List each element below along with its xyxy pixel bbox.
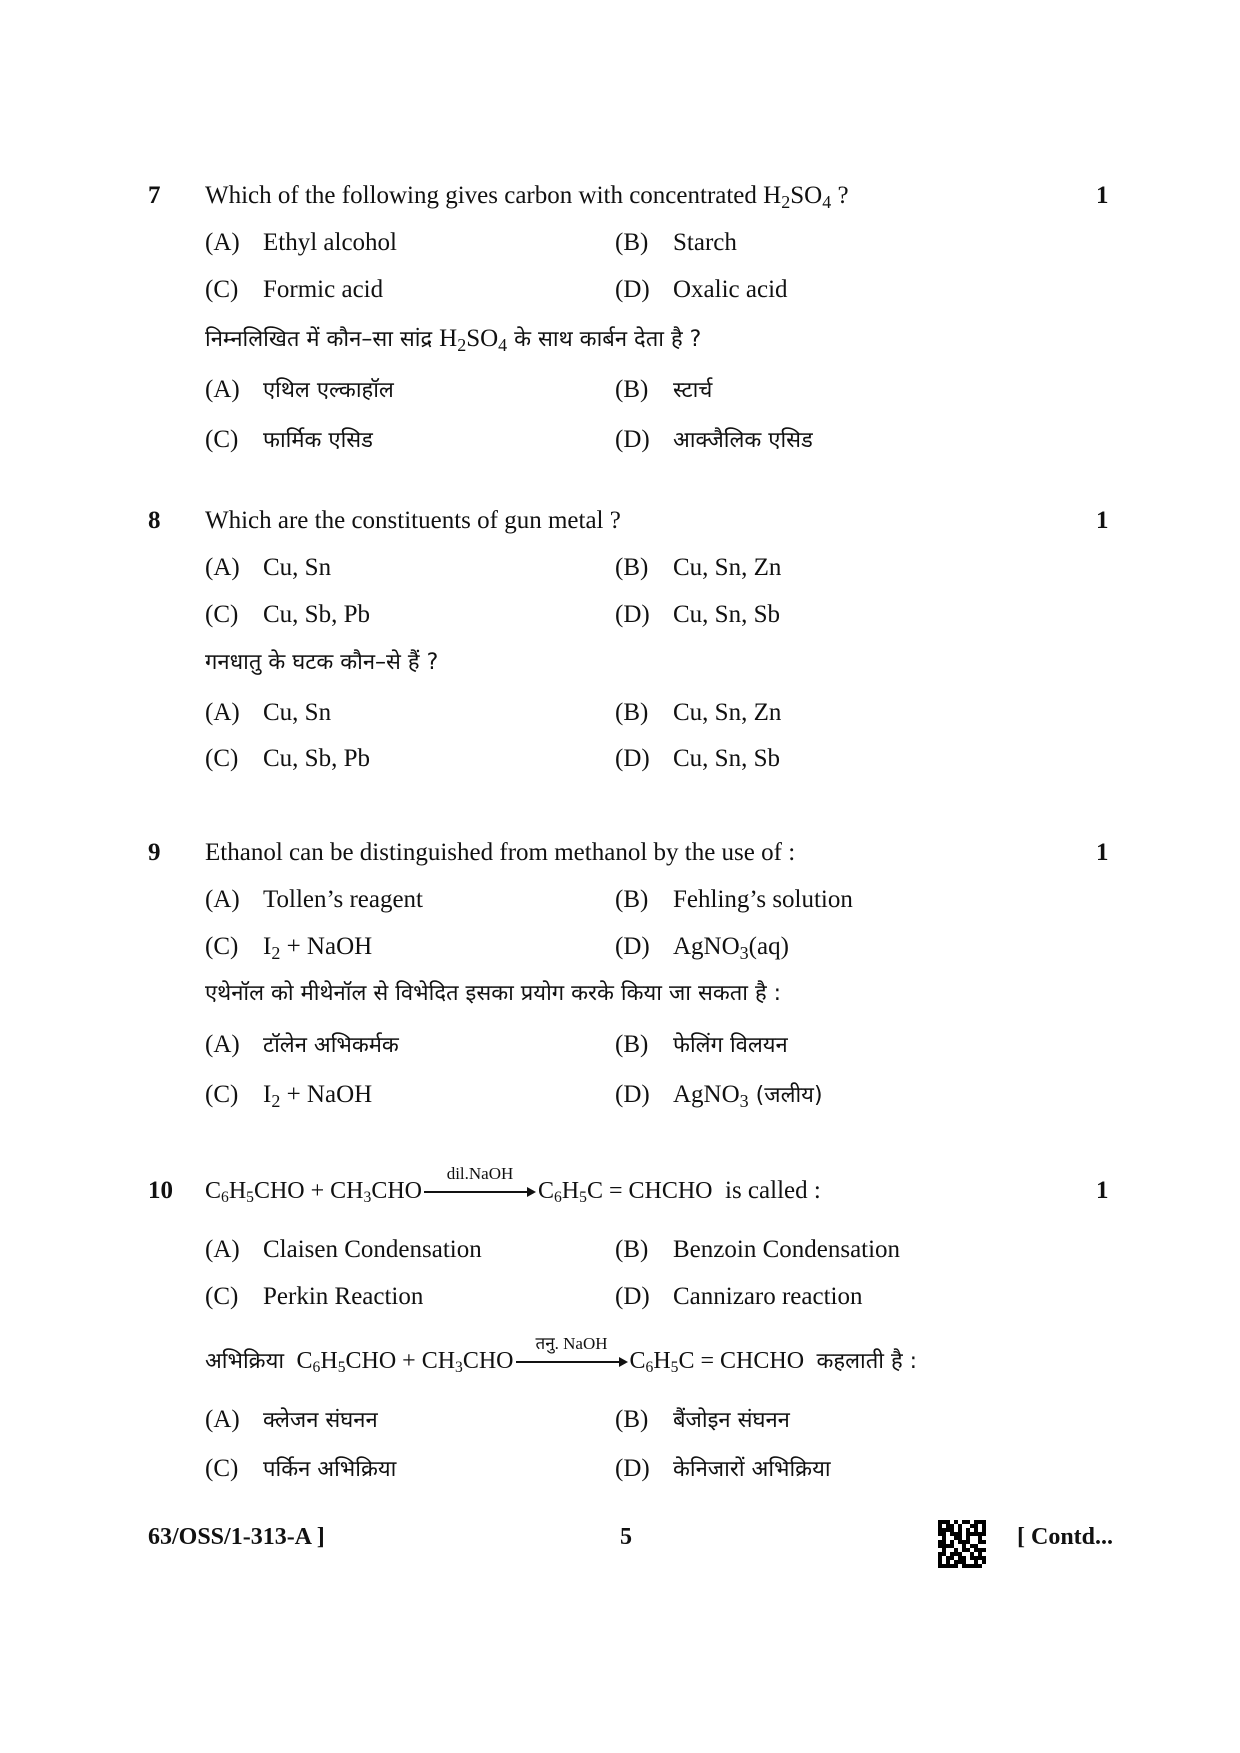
option-d-en: (D) Cu, Sn, Sb [615, 601, 780, 628]
option-b-en: (B) Benzoin Condensation [615, 1236, 901, 1263]
option-a-hi: (A) टॉलेन अभिकर्मक [205, 1031, 399, 1058]
option-b-en: (B) Cu, Sn, Zn [615, 554, 782, 581]
question-text-hi: निम्नलिखित में कौन–सा सांद्र $H_2SO_4$ के साथ कार्बन देता है ? [205, 325, 702, 356]
option-c-hi: (C) $I_2$ + NaOH [205, 1081, 373, 1112]
option-c-en: (C) Cu, Sb, Pb [205, 601, 370, 628]
marks: 1 [1096, 182, 1109, 209]
option-c-hi: (C) पर्किन अभिक्रिया [205, 1455, 397, 1482]
question-number: 9 [148, 839, 161, 866]
marks: 1 [1096, 839, 1109, 866]
option-b-hi: (B) फेलिंग विलयन [615, 1031, 788, 1058]
reaction-arrow: dil.NaOH [424, 1187, 536, 1197]
option-c-en: (C) $I_2$ + NaOH [205, 933, 373, 964]
option-b-en: (B) Starch [615, 229, 737, 256]
option-a-en: (A) Cu, Sn [205, 554, 332, 581]
option-c-en: (C) Formic acid [205, 276, 384, 303]
option-c-en: (C) Perkin Reaction [205, 1283, 424, 1310]
option-d-en: (D) Oxalic acid [615, 276, 788, 303]
option-a-en: (A) Tollen’s reagent [205, 886, 423, 913]
marks: 1 [1096, 507, 1109, 534]
option-b-hi: (B) Cu, Sn, Zn [615, 699, 782, 726]
option-a-en: (A) Ethyl alcohol [205, 229, 397, 256]
option-d-en: (D) Cannizaro reaction [615, 1283, 863, 1310]
question-number: 7 [148, 182, 161, 209]
question-text-en: Ethanol can be distinguished from methanol by the use of : [205, 839, 796, 866]
option-c-hi: (C) फार्मिक एसिड [205, 426, 373, 453]
reaction-equation: $C_6H_5CHO + CH_3CHO$ तनु. NaOH $C_6H_5C$ = CHCHO [296, 1334, 805, 1376]
option-b-hi: (B) बैंजोइन संघनन [615, 1406, 790, 1433]
question-number: 8 [148, 507, 161, 534]
option-d-hi: (D) केनिजारों अभिक्रिया [615, 1455, 831, 1482]
continued-label: [ Contd... [1017, 1524, 1114, 1550]
reaction-equation: $C_6H_5CHO + CH_3CHO$ dil.NaOH $C_6H_5C$ = CHCHO [205, 1164, 713, 1206]
paper-code: 63/OSS/1-313-A ] [148, 1524, 325, 1550]
option-d-hi: (D) AgNO$_3$ (जलीय) [615, 1081, 823, 1112]
option-d-hi: (D) Cu, Sn, Sb [615, 745, 780, 772]
option-a-hi: (A) Cu, Sn [205, 699, 332, 726]
option-a-hi: (A) क्लेजन संघनन [205, 1406, 378, 1433]
question-text-en: Which of the following gives carbon with concentrated $H_2SO_4$ ? [205, 182, 849, 213]
option-d-en: (D) AgNO$_3$(aq) [615, 933, 789, 964]
option-c-hi: (C) Cu, Sb, Pb [205, 745, 370, 772]
question-text-hi: गनधातु के घटक कौन–से हैं ? [205, 650, 439, 675]
option-d-hi: (D) आक्जैलिक एसिड [615, 426, 813, 453]
reaction-arrow: तनु. NaOH [516, 1357, 628, 1367]
option-a-hi: (A) एथिल एल्काहॉल [205, 376, 394, 403]
option-b-en: (B) Fehling’s solution [615, 886, 853, 913]
option-b-hi: (B) स्टार्च [615, 376, 713, 403]
question-text-en: $C_6H_5CHO + CH_3CHO$ dil.NaOH $C_6H_5C$ = CHCHO is called : [205, 1164, 821, 1206]
question-number: 10 [148, 1177, 173, 1204]
marks: 1 [1096, 1177, 1109, 1204]
option-a-en: (A) Claisen Condensation [205, 1236, 482, 1263]
page-number: 5 [620, 1524, 632, 1550]
qr-code-icon [938, 1520, 986, 1568]
question-text-hi: अभिक्रिया $C_6H_5CHO + CH_3CHO$ तनु. NaOH $C_6H_5C$ = CHCHO कहलाती है : [205, 1334, 918, 1376]
question-text-hi: एथेनॉल को मीथेनॉल से विभेदित इसका प्रयोग करके किया जा सकता है : [205, 981, 782, 1006]
question-text-en: Which are the constituents of gun metal ? [205, 507, 621, 534]
